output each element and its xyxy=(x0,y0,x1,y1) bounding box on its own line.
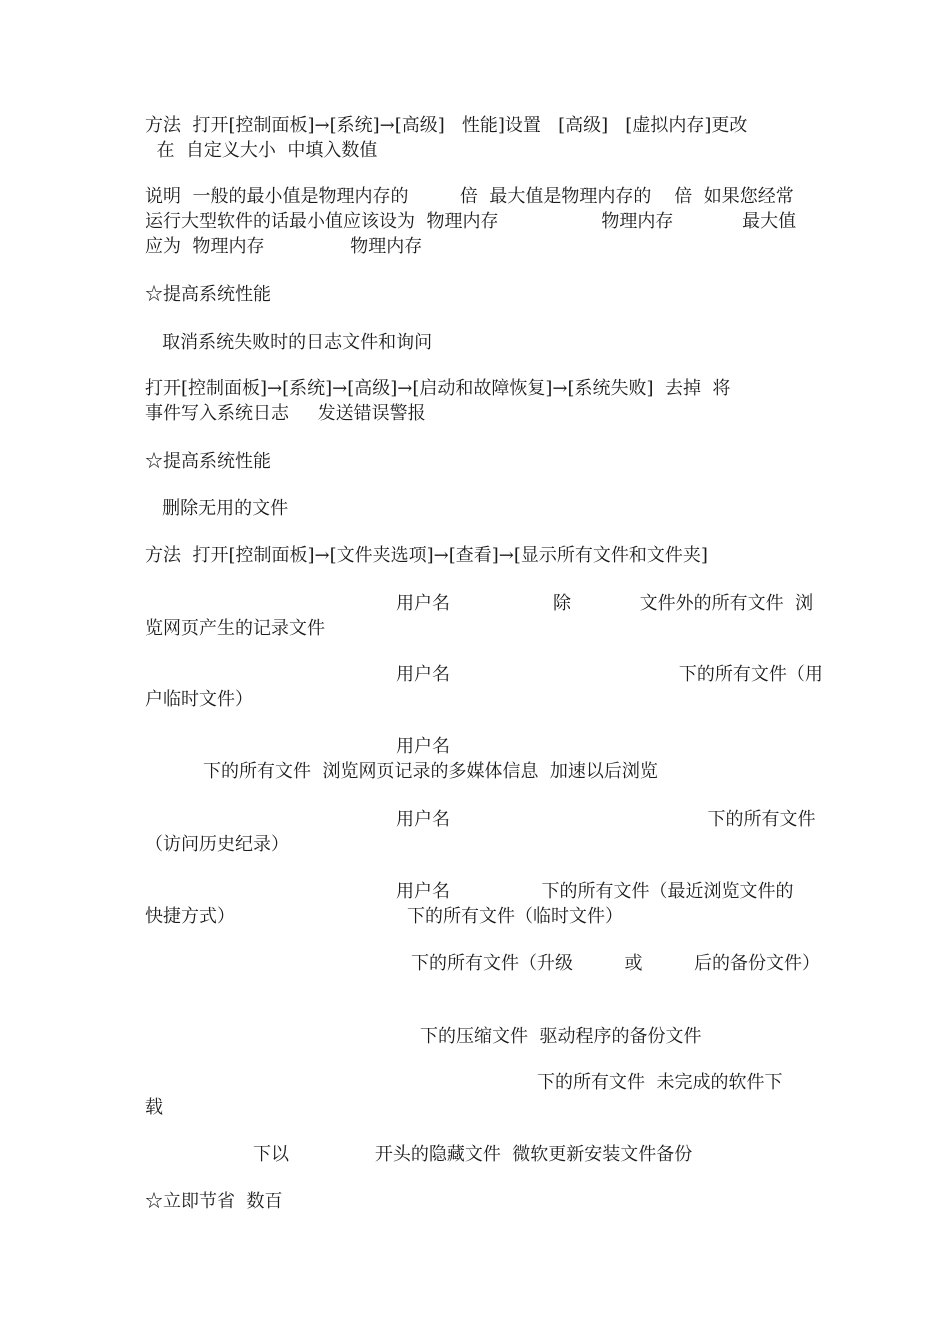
text-line-note-3: 应为 物理内存 物理内存 xyxy=(145,236,423,257)
text-line-unfinished-download-2: 载 xyxy=(145,1097,163,1118)
text-line-temp-2: 户临时文件） xyxy=(145,689,253,710)
text-line-unfinished-download-1: 下的所有文件 未完成的软件下 xyxy=(537,1072,783,1093)
text-line-history-1: 用户名 下的所有文件 xyxy=(396,809,816,830)
text-line-history-2: （访问历史纪录） xyxy=(145,834,289,855)
text-line-system-failure-2: 事件写入系统日志 发送错误警报 xyxy=(145,403,426,424)
text-line-recent-2: 快捷方式） xyxy=(145,906,235,927)
text-line-temp-1: 用户名 下的所有文件（用 xyxy=(396,664,823,685)
section-heading-save-space: ☆立即节省 数百 xyxy=(145,1191,283,1212)
text-line-note-1: 说明 一般的最小值是物理内存的 倍 最大值是物理内存的 倍 如果您经常 xyxy=(145,186,794,207)
text-line-hidden-update-files: 下以 开头的隐藏文件 微软更新安装文件备份 xyxy=(253,1144,693,1165)
section-heading-performance-1: ☆提高系统性能 xyxy=(145,284,271,305)
text-line-method-virtual-memory: 方法 打开[控制面板]→[系统]→[高级] 性能]设置 [高级] [虚拟内存]更改 xyxy=(145,115,748,136)
text-line-driver-backup: 下的压缩文件 驱动程序的备份文件 xyxy=(420,1026,702,1047)
text-line-cookies-1: 用户名 除 文件外的所有文件 浏 xyxy=(396,593,814,614)
text-line-cookies-2: 览网页产生的记录文件 xyxy=(145,618,325,639)
text-line-custom-size: 在 自定义大小 中填入数值 xyxy=(145,140,378,161)
text-line-system-failure-1: 打开[控制面板]→[系统]→[高级]→[启动和故障恢复]→[系统失败] 去掉 将 xyxy=(145,378,731,399)
subheading-delete-files: 删除无用的文件 xyxy=(145,498,289,519)
text-line-temp-files: 下的所有文件（临时文件） xyxy=(407,906,623,927)
text-line-media-1: 用户名 xyxy=(396,736,450,757)
text-line-folder-options: 方法 打开[控制面板]→[文件夹选项]→[查看]→[显示所有文件和文件夹] xyxy=(145,545,708,566)
text-line-note-2: 运行大型软件的话最小值应该设为 物理内存 物理内存 最大值 xyxy=(145,211,797,232)
text-line-media-2: 下的所有文件 浏览网页记录的多媒体信息 加速以后浏览 xyxy=(203,761,658,782)
section-heading-performance-2: ☆提高系统性能 xyxy=(145,451,271,472)
text-line-upgrade-backup: 下的所有文件（升级 或 后的备份文件） xyxy=(411,953,820,974)
subheading-cancel-log: 取消系统失败时的日志文件和询问 xyxy=(145,332,433,353)
text-line-recent-1: 用户名 下的所有文件（最近浏览文件的 xyxy=(396,881,794,902)
